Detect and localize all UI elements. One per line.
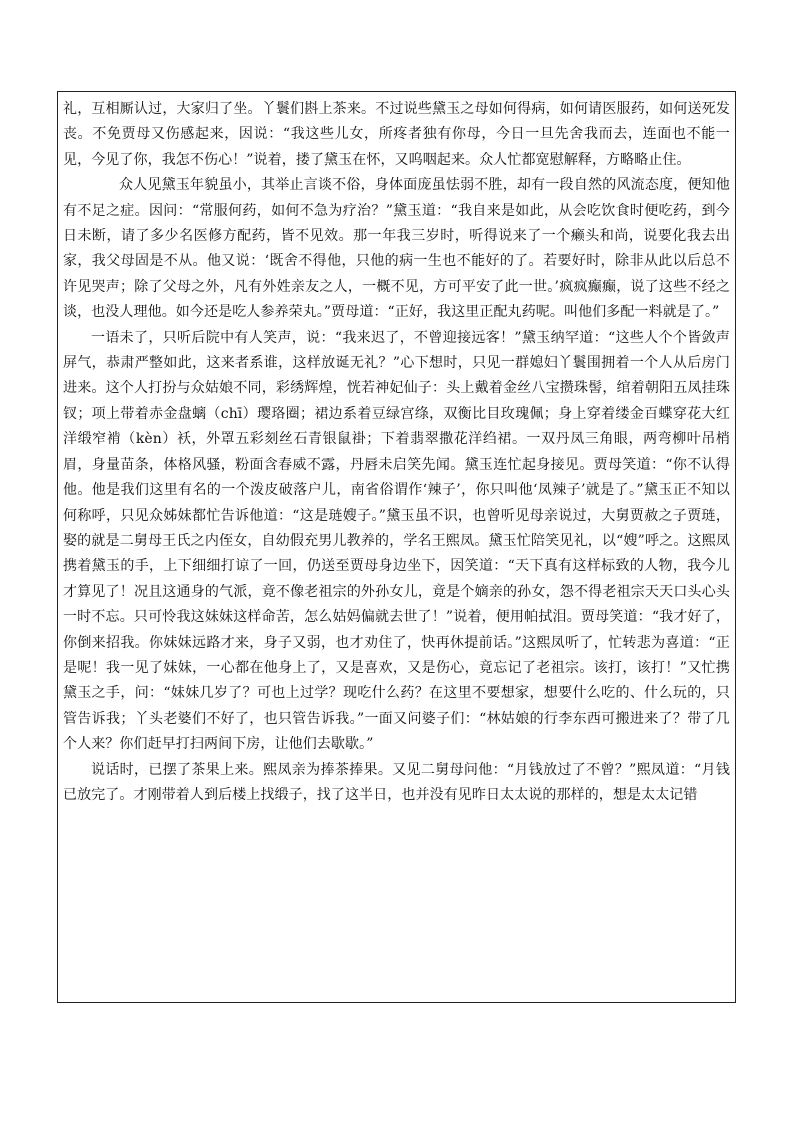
paragraph-3: 一语未了，只听后院中有人笑声，说：“我来迟了，不曾迎接远客！”黛玉纳罕道：“这些人个个皆敛声屏气，恭肃严整如此，这来者系谁，这样放诞无礼？”心下想时，只见一群媳妇丫鬟围拥着一个人从后房门进来。这个人打扮与众姑娘不同，彩绣辉煌，恍若神妃仙子：头上戴着金丝八宝攒珠髻，绾着朝阳五凤挂珠钗；项上带着赤金盘螭（chī）璎珞圈；裙边系着豆绿宫绦，双衡比目玫瑰佩；身上穿着缕金百蝶穿花大红洋缎窄褃（kèn）袄，外罩五彩刻丝石青银鼠褂；下着翡翠撒花洋绉裙。一双丹凤三角眼，两弯柳叶吊梢眉，身量苗条，体格风骚，粉面含春威不露，丹唇未启笑先闻。黛玉连忙起身接见。贾母笑道：“你不认得他。他是我们这里有名的一个泼皮破落户儿，南省俗谓作‘辣子’，你只叫他‘凤辣子’就是了。”黛玉正不知以何称呼，只见众姊妹都忙告诉他道：“这是琏嫂子。”黛玉虽不识，也曾听见母亲说过，大舅贾赦之子贾琏，娶的就是二舅母王氏之内侄女，自幼假充男儿教养的，学名王熙凤。黛玉忙陪笑见礼，以“嫂”呼之。这熙凤携着黛玉的手，上下细细打谅了一回，仍送至贾母身边坐下，因笑道：“天下真有这样标致的人物，我今儿才算见了！况且这通身的气派，竟不像老祖宗的外孙女儿，竟是个嫡亲的孙女，怨不得老祖宗天天口头心头一时不忘。只可怜我这妹妹这样命苦，怎么姑妈偏就去世了！”说着，便用帕拭泪。贾母笑道：“我才好了，你倒来招我。你妹妹远路才来，身子又弱，也才劝住了，快再休提前话。”这熙凤听了，忙转悲为喜道：“正是呢！我一见了妹妹，一心都在他身上了，又是喜欢，又是伤心，竟忘记了老祖宗。该打，该打！”又忙携黛玉之手，问：“妹妹几岁了？可也上过学？现吃什么药？在这里不要想家，想要什么吃的、什么玩的，只管告诉我；丫头老婆们不好了，也只管告诉我。”一面又问婆子们：“林姑娘的行李东西可搬进来了？带了几个人来？你们赶早打扫两间下房，让他们去歇歇。” — [63, 329, 730, 753]
text-frame — [57, 91, 736, 1003]
paragraph-2: 众人见黛玉年貌虽小，其举止言谈不俗，身体面庞虽怯弱不胜，却有一段自然的风流态度，便知他有不足之症。因问：“常服何药，如何不急为疗治？”黛玉道：“我自来是如此，从会吃饮食时便吃药，到今日未断，请了多少名医修方配药，皆不见效。那一年我三岁时，听得说来了一个癞头和尚，说要化我去出家，我父母固是不从。他又说：‘既舍不得他，只他的病一生也不能好的了。若要好时，除非从此以后总不许见哭声；除了父母之外，凡有外姓亲友之人，一概不见，方可平安了此一世。’疯疯癫癫，说了这些不经之谈，也没人理他。如今还是吃人参养荣丸。”贾母道：“正好，我这里正配丸药呢。叫他们多配一料就是了。” — [63, 177, 730, 321]
paragraph-1: 礼，互相厮认过，大家归了坐。丫鬟们斟上茶来。不过说些黛玉之母如何得病，如何请医服药，如何送死发丧。不免贾母又伤感起来，因说：“我这些儿女，所疼者独有你母，今日一旦先舍我而去，连面也不能一见，今见了你，我怎不伤心！”说着，搂了黛玉在怀，又呜咽起来。众人忙都宽慰解释，方略略止住。 — [63, 101, 730, 168]
document-body — [63, 97, 730, 808]
paragraph-4: 说话时，已摆了茶果上来。熙凤亲为捧茶捧果。又见二舅母问他：“月钱放过了不曾？”熙凤道：“月钱已放完了。才刚带着人到后楼上找缎子，找了这半日，也并没有见昨日太太说的那样的，想是太太记错 — [63, 761, 730, 803]
